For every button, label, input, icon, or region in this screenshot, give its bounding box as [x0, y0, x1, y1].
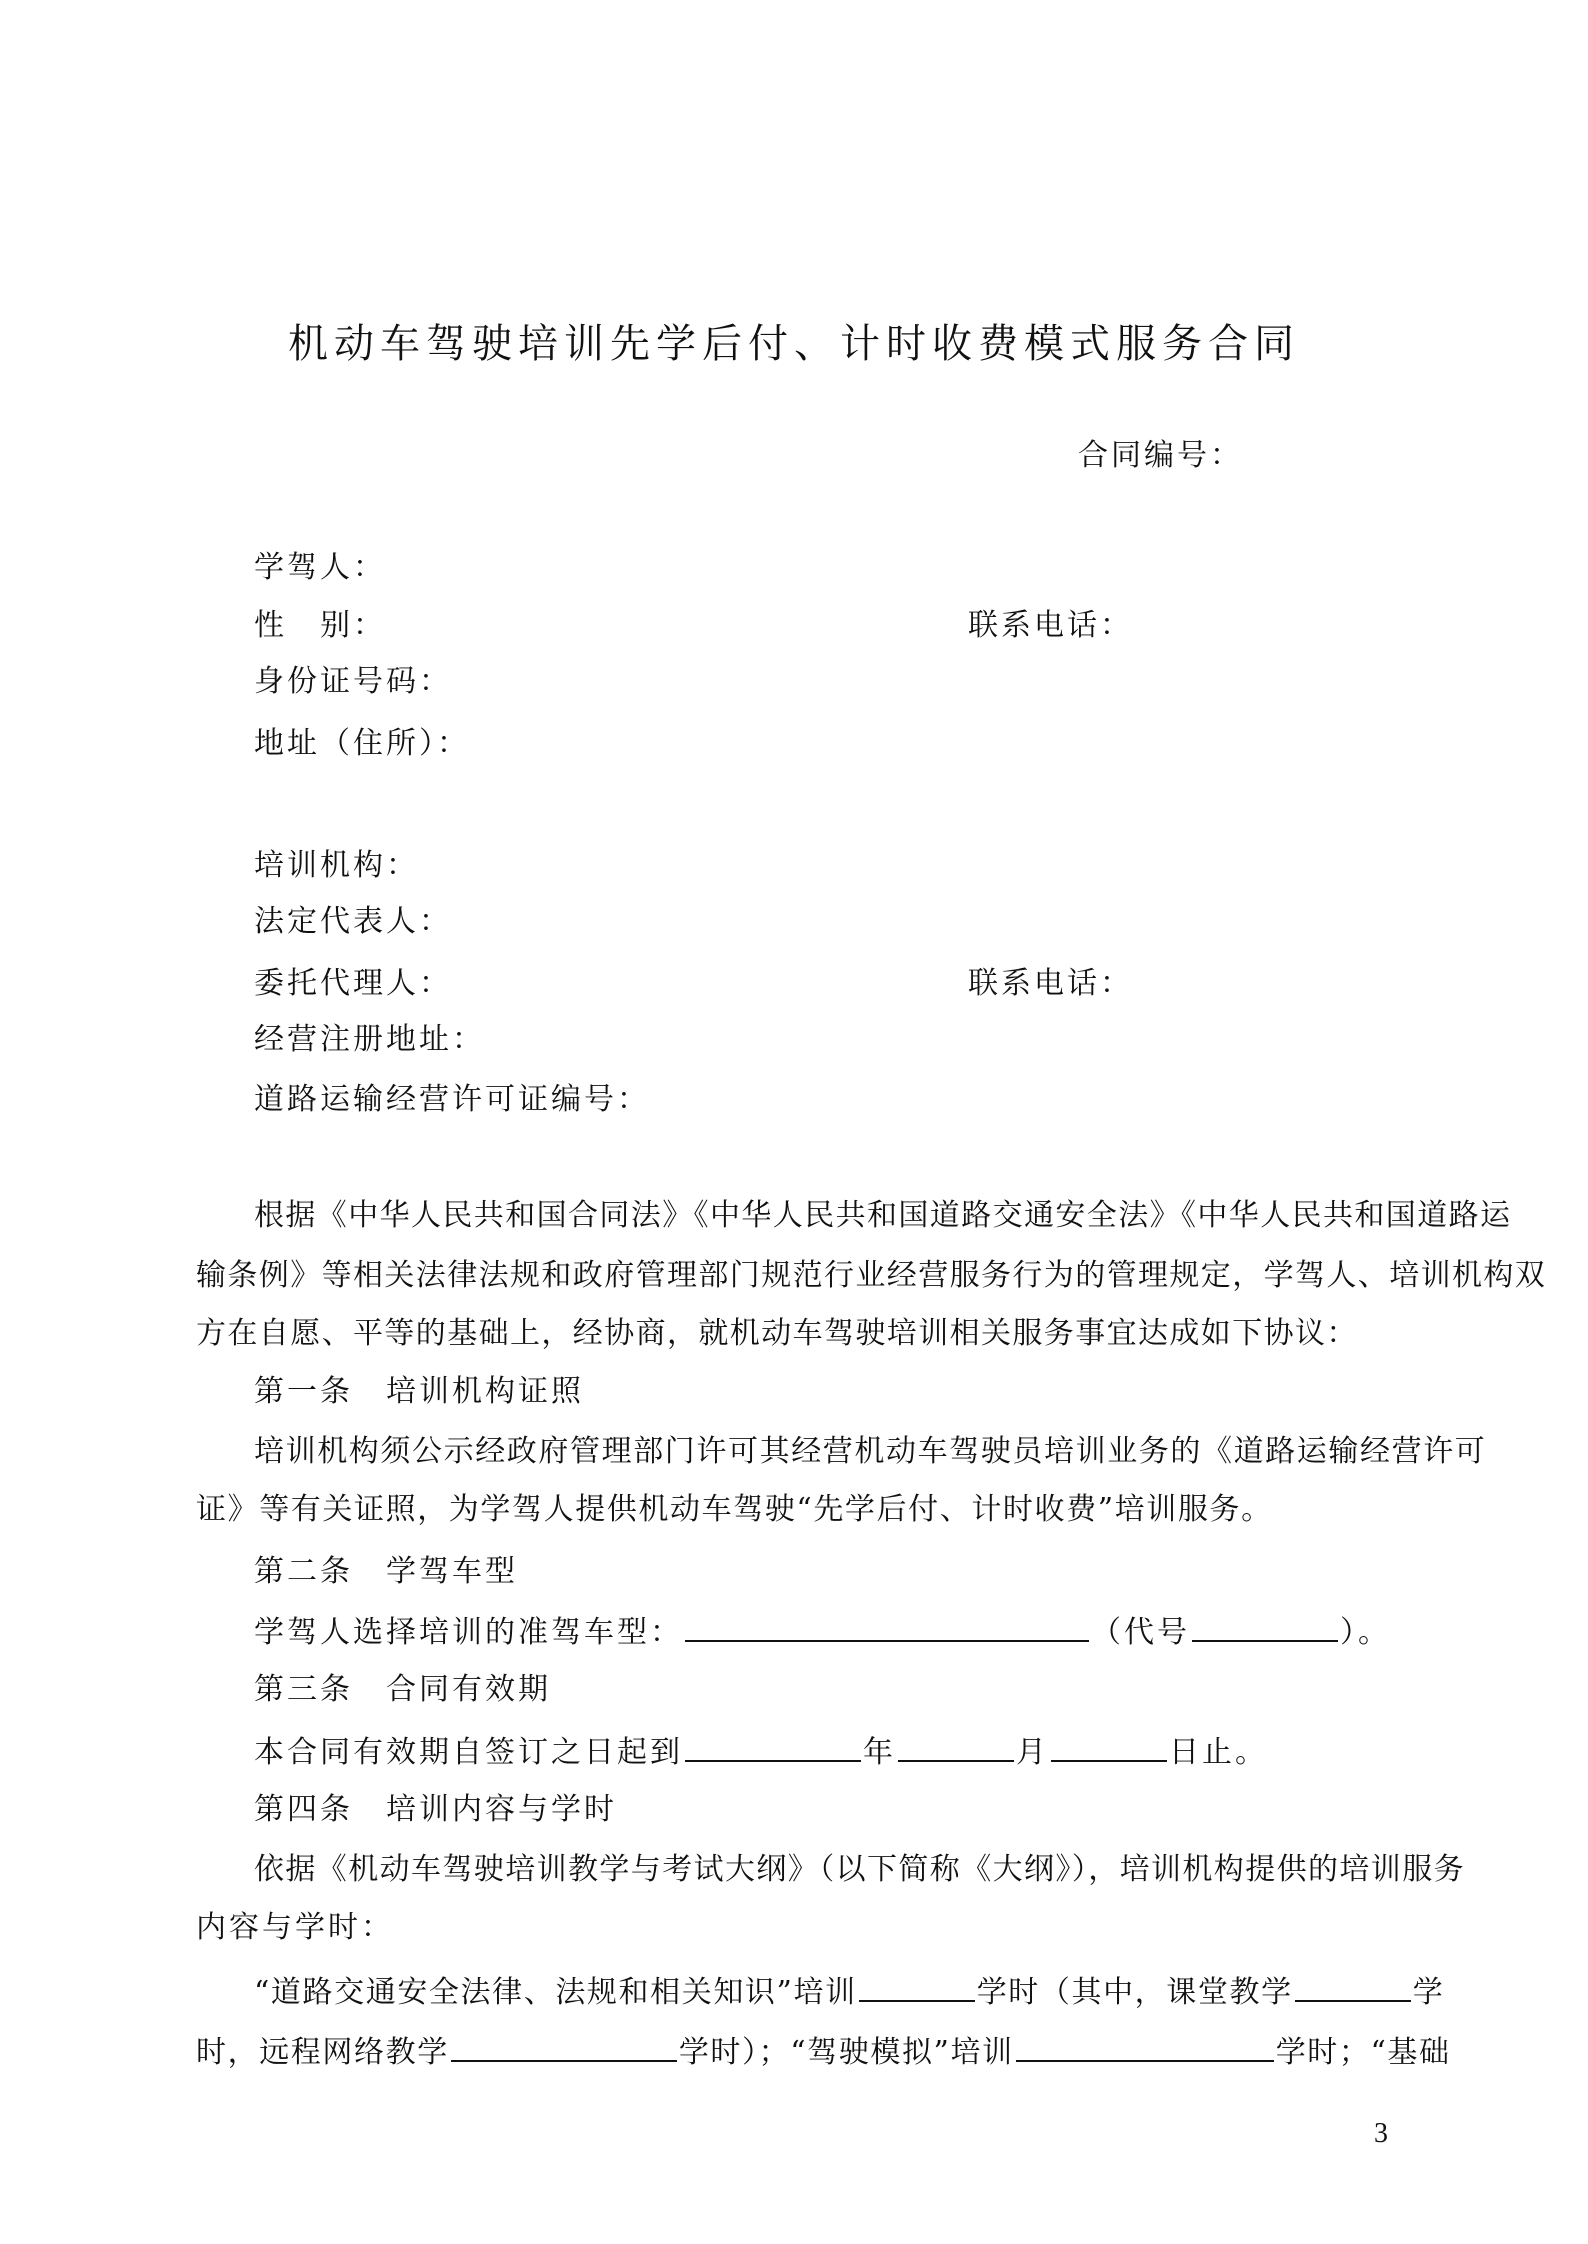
agent-label: 委托代理人：: [254, 966, 452, 1001]
simulation-label: 学时）；“驾驶模拟”培训: [678, 2035, 1014, 2070]
validity-day-blank: [1051, 1732, 1167, 1762]
contract-number-label: 合同编号：: [1078, 438, 1243, 473]
vehicle-code-blank: [1192, 1612, 1338, 1642]
vehicle-code-label: （代号: [1091, 1615, 1190, 1650]
student-address-label: 地址（住所）：: [254, 726, 470, 761]
year-label: 年: [863, 1735, 896, 1770]
article-1-line-2: 证》等有关证照，为学驾人提供机动车驾驶“先学后付、计时收费”培训服务。: [196, 1492, 1273, 1527]
classroom-unit: 学: [1412, 1975, 1445, 2010]
basic-training-label: 学时；“基础: [1275, 2035, 1451, 2070]
article-3-line: [254, 1732, 1268, 1773]
permit-number-label: 道路运输经营许可证编号：: [254, 1082, 650, 1117]
simulation-hours-blank: [1016, 2032, 1274, 2062]
law-training-label: “道路交通安全法律、法规和相关知识”培训: [254, 1975, 857, 2010]
article-4-line-3: [254, 1972, 1444, 2013]
preamble-line-3: 方在自愿、平等的基础上，经协商，就机动车驾驶培训相关服务事宜达成如下协议：: [196, 1316, 1358, 1351]
validity-month-blank: [898, 1732, 1014, 1762]
classroom-label: 学时（其中，课堂教学: [976, 1975, 1293, 2010]
classroom-hours-blank: [1295, 1972, 1411, 2002]
vehicle-type-label: 学驾人选择培训的准驾车型：: [254, 1615, 683, 1650]
student-phone-label: 联系电话：: [968, 608, 1133, 643]
article-4-line-1: 依据《机动车驾驶培训教学与考试大纲》（以下简称《大纲》），培训机构提供的培训服务: [254, 1852, 1465, 1887]
article-1-heading: 第一条 培训机构证照: [254, 1374, 584, 1409]
student-gender-label: 性 别：: [254, 608, 386, 643]
remote-hours-blank: [451, 2032, 677, 2062]
registered-address-label: 经营注册地址：: [254, 1022, 485, 1057]
article-4-line-2: 内容与学时：: [196, 1910, 394, 1945]
article-3-heading: 第三条 合同有效期: [254, 1672, 551, 1707]
day-end-label: 日止。: [1169, 1735, 1268, 1770]
month-label: 月: [1016, 1735, 1049, 1770]
remote-learning-label: 时，远程网络教学: [196, 2035, 449, 2070]
student-name-label: 学驾人：: [254, 550, 386, 585]
preamble-line-1: 根据《中华人民共和国合同法》《中华人民共和国道路交通安全法》《中华人民共和国道路运: [254, 1198, 1512, 1233]
vehicle-type-blank: [685, 1612, 1089, 1642]
contract-title: 机动车驾驶培训先学后付、计时收费模式服务合同: [288, 321, 1300, 367]
article-4-line-4: [196, 2032, 1451, 2073]
article-2-line: [254, 1612, 1391, 1653]
institution-phone-label: 联系电话：: [968, 966, 1133, 1001]
preamble-line-2: 输条例》等相关法律法规和政府管理部门规范行业经营服务行为的管理规定，学驾人、培训机构双: [196, 1258, 1547, 1293]
law-training-hours-blank: [859, 1972, 975, 2002]
legal-representative-label: 法定代表人：: [254, 904, 452, 939]
validity-label: 本合同有效期自签订之日起到: [254, 1735, 683, 1770]
student-id-label: 身份证号码：: [254, 664, 452, 699]
article-1-line-1: 培训机构须公示经政府管理部门许可其经营机动车驾驶员培训业务的《道路运输经营许可: [254, 1434, 1487, 1469]
vehicle-code-close: ）。: [1340, 1615, 1391, 1650]
institution-name-label: 培训机构：: [254, 848, 419, 883]
validity-year-blank: [685, 1732, 861, 1762]
article-2-heading: 第二条 学驾车型: [254, 1554, 518, 1589]
page-number: 3: [1374, 2118, 1388, 2149]
article-4-heading: 第四条 培训内容与学时: [254, 1792, 617, 1827]
